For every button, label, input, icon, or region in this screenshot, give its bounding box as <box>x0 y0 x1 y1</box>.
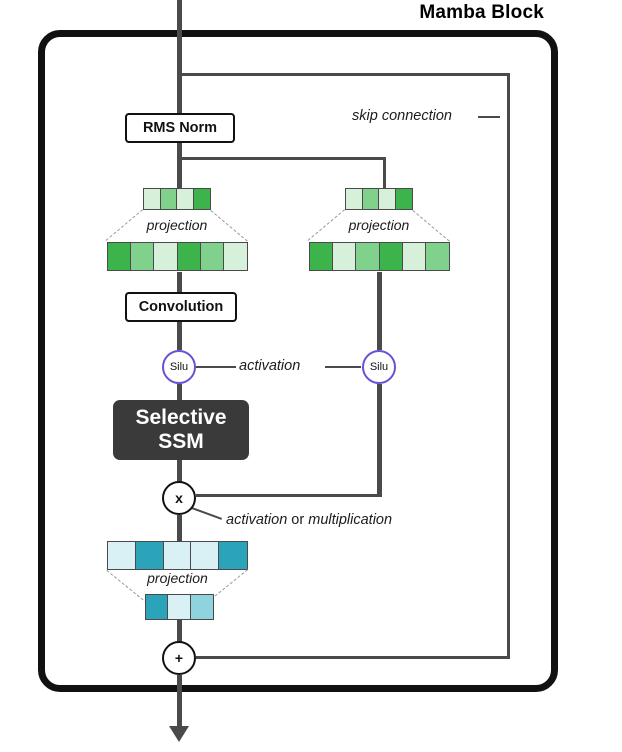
multiplication-word: multiplication <box>308 512 393 528</box>
input-line <box>177 0 182 114</box>
token-cell <box>161 189 178 209</box>
silu-left-node[interactable] <box>162 350 196 384</box>
token-cell <box>131 243 154 270</box>
projection-bottom-label: projection <box>147 570 208 586</box>
silu-connector-right <box>325 366 361 368</box>
projection-to-add-line <box>177 620 182 642</box>
selective-ssm-box[interactable] <box>113 400 249 460</box>
token-cell <box>108 243 131 270</box>
bottom-projection-strip <box>145 594 214 620</box>
convolution-box[interactable] <box>125 292 237 322</box>
silu-right-node[interactable] <box>362 350 396 384</box>
token-cell <box>108 542 136 569</box>
token-cell <box>194 189 210 209</box>
conv-to-silu-line <box>177 320 182 350</box>
multiply-label: x <box>175 490 183 506</box>
right-to-multiply-line <box>196 494 382 497</box>
activation-or-multiplication-annotation <box>226 512 392 528</box>
branch-line-horizontal <box>177 157 386 160</box>
silu-connector-left <box>196 366 236 368</box>
token-cell <box>363 189 380 209</box>
token-cell <box>356 243 379 270</box>
multiply-node[interactable] <box>162 481 196 515</box>
token-cell <box>380 243 403 270</box>
skip-connection-line-horizontal-top <box>177 73 510 76</box>
projection-left-label: projection <box>146 217 208 233</box>
skip-connection-label-dash <box>478 116 500 118</box>
output-arrow-icon <box>169 726 189 742</box>
token-cell <box>154 243 177 270</box>
output-line <box>177 675 182 729</box>
bottom-input-strip <box>107 541 248 570</box>
silu-left-label: Silu <box>169 361 189 373</box>
left-projection-strip <box>107 242 248 271</box>
token-cell <box>426 243 449 270</box>
silu-right-label: Silu <box>369 361 389 373</box>
right-projection-to-silu-line <box>377 272 382 350</box>
activation-annotation: activation <box>239 358 301 374</box>
or-word: or <box>291 512 305 528</box>
token-cell <box>346 189 363 209</box>
right-input-strip <box>345 188 413 210</box>
rms-norm-box[interactable] <box>125 113 235 143</box>
skip-connection-annotation: skip connection <box>352 108 452 124</box>
left-input-strip <box>143 188 211 210</box>
add-node[interactable] <box>162 641 196 675</box>
activation-word: activation <box>226 512 288 528</box>
rmsnorm-output-line <box>177 142 182 192</box>
token-cell <box>177 189 194 209</box>
token-cell <box>168 595 190 619</box>
rms-norm-label: RMS Norm <box>142 120 218 136</box>
token-cell <box>219 542 247 569</box>
skip-connection-line-vertical <box>507 73 510 658</box>
token-cell <box>310 243 333 270</box>
token-cell <box>224 243 247 270</box>
add-label: + <box>174 650 184 666</box>
token-cell <box>178 243 201 270</box>
selective-ssm-label-line2: SSM <box>158 430 204 453</box>
multiply-to-projection-line <box>177 515 182 541</box>
token-cell <box>144 189 161 209</box>
token-cell <box>201 243 224 270</box>
token-cell <box>164 542 192 569</box>
right-projection-strip <box>309 242 450 271</box>
right-silu-down-line <box>377 384 382 496</box>
token-cell <box>191 542 219 569</box>
token-cell <box>396 189 412 209</box>
token-cell <box>333 243 356 270</box>
ssm-to-multiply-line <box>177 458 182 482</box>
selective-ssm-label-line1: Selective <box>135 406 227 430</box>
branch-line-right-vertical <box>383 157 386 192</box>
convolution-label: Convolution <box>138 299 224 315</box>
left-projection-to-conv-line <box>177 272 182 294</box>
page-title: Mamba Block <box>419 2 544 23</box>
projection-right-label: projection <box>348 217 410 233</box>
token-cell <box>379 189 396 209</box>
token-cell <box>191 595 213 619</box>
token-cell <box>146 595 168 619</box>
token-cell <box>403 243 426 270</box>
token-cell <box>136 542 164 569</box>
skip-connection-line-horizontal-bottom <box>196 656 510 659</box>
